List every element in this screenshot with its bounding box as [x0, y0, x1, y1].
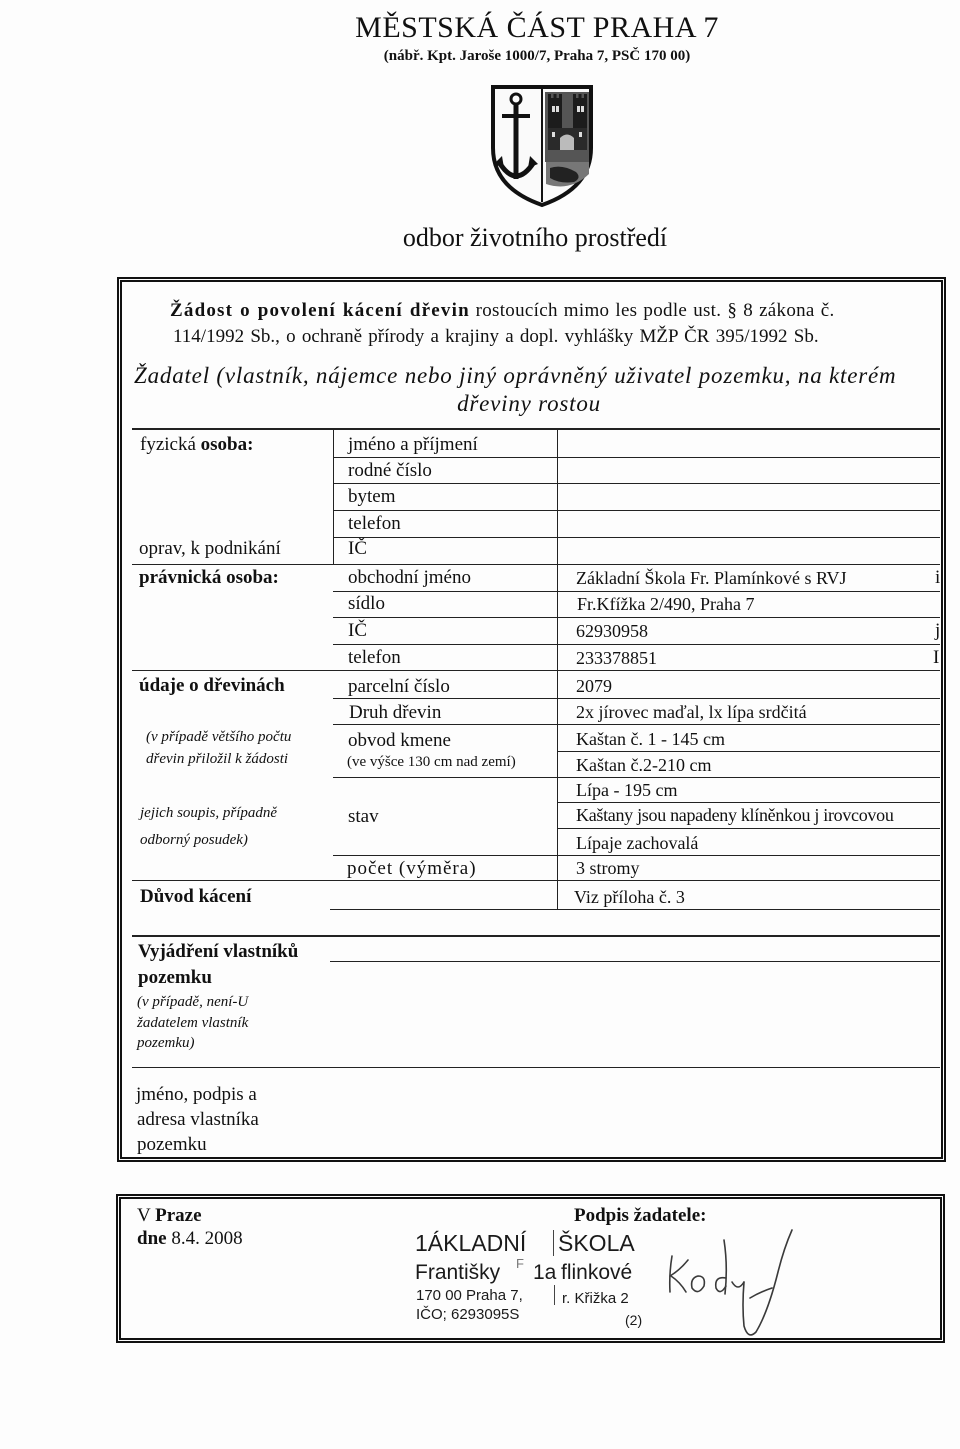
- field-value-ico: 62930958: [576, 621, 648, 641]
- natural-person-label-b: osoba:: [200, 434, 254, 455]
- rule-line: [333, 510, 940, 511]
- stamp-line2-a: Františky: [415, 1261, 501, 1284]
- natural-person-label-a: fyzická: [140, 434, 196, 455]
- edge-mark: j: [935, 620, 941, 641]
- stamp-line2-c: flinkové: [561, 1261, 633, 1284]
- rule-line: [333, 537, 940, 538]
- column-divider: [557, 428, 558, 910]
- field-label-parcel: parcelní číslo: [348, 676, 450, 697]
- stamp-line1-a: 1ÁKLADNÍ: [415, 1230, 527, 1256]
- field-label-ico: IČ: [348, 620, 367, 641]
- edge-mark: I: [933, 647, 940, 668]
- field-label-name: jméno a příjmení: [348, 434, 478, 455]
- stamp-line2-b: 1a: [533, 1261, 557, 1284]
- field-value-condition: Kaštany jsou napadeny klíněnkou j irovcovou: [576, 805, 894, 825]
- field-label-phone: telefon: [348, 647, 401, 668]
- rule-line: [132, 935, 940, 937]
- field-value-seat: Fr.Kfížka 2/490, Praha 7: [577, 594, 755, 614]
- rule-line: [132, 428, 940, 430]
- trees-note-line: dřevin přiložil k žádosti: [146, 751, 289, 767]
- form-title-line2: 114/1992 Sb., o ochraně přírody a krajiny a dopl. vyhlášky MŽP ČR 395/1992 Sb.: [173, 326, 819, 347]
- owner-note-line: žadatelem vlastník: [137, 1015, 249, 1031]
- date-line: [137, 1229, 243, 1248]
- field-value-condition: Lípaje zachovalá: [576, 833, 699, 853]
- stamp-line3-a: 170 00 Praha 7,: [416, 1287, 523, 1304]
- applicant-heading-line1: Žadatel (vlastník, nájemce nebo jiný oprávněný uživatel pozemku, na kterém: [134, 363, 897, 388]
- owner-signature-label-line: adresa vlastníka: [137, 1109, 259, 1130]
- field-sublabel-girth: (ve výšce 130 cm nad zemí): [347, 754, 516, 770]
- coat-of-arms-icon: [490, 84, 594, 208]
- date-value: 8.4. 2008: [171, 1228, 243, 1249]
- owner-label-line: pozemku: [138, 967, 212, 988]
- form-title-bold: Žádost o povolení kácení dřevin: [170, 300, 470, 321]
- rule-line: [557, 751, 940, 752]
- rule-line: [333, 644, 940, 645]
- field-label-phone: telefon: [348, 513, 401, 534]
- rule-line: [557, 802, 940, 803]
- trees-note-line: (v případě většího počtu: [146, 729, 292, 745]
- rule-line: [333, 457, 940, 458]
- field-label-girth: obvod kmene: [348, 730, 451, 751]
- field-label-company-name: obchodní jméno: [348, 567, 471, 588]
- natural-person-label-line2: oprav, k podnikání: [139, 538, 281, 559]
- stamp-border: [553, 1230, 554, 1256]
- field-label-species: Druh dřevin: [349, 702, 442, 723]
- owner-signature-label-line: jméno, podpis a: [136, 1084, 257, 1105]
- stamp-line3-b: r. Křižka 2: [562, 1290, 629, 1307]
- stamp-border: [554, 1285, 555, 1305]
- legal-person-label: právnická osoba:: [139, 567, 279, 588]
- owner-note-line: (v případě, není-U: [137, 994, 249, 1010]
- rule-line: [330, 909, 940, 910]
- stamp-line2-mark: F: [516, 1256, 524, 1271]
- place-prefix: V: [137, 1205, 151, 1226]
- column-divider: [333, 428, 334, 565]
- stamp-line4-a: IČO; 6293095S: [416, 1306, 520, 1323]
- rule-line: [333, 777, 940, 778]
- rule-line: [333, 855, 940, 856]
- date-label: dne: [137, 1228, 167, 1249]
- reason-label: Důvod kácení: [140, 886, 252, 907]
- rule-line: [330, 961, 940, 962]
- edge-mark: i: [935, 567, 941, 588]
- field-value-phone: 233378851: [576, 648, 657, 668]
- owner-label-line: Vyjádření vlastníků: [138, 941, 299, 962]
- reason-value: Viz příloha č. 3: [574, 887, 685, 907]
- rule-line: [333, 483, 940, 484]
- owner-signature-label-line: pozemku: [137, 1134, 207, 1155]
- field-value-company-name: Základní Škola Fr. Plamínkové s RVJ: [576, 568, 847, 588]
- field-value-girth: Kaštan č.2-210 cm: [576, 755, 712, 775]
- field-label-seat: sídlo: [348, 593, 385, 614]
- field-label-count: počet (výměra): [347, 858, 477, 879]
- rule-line: [132, 880, 940, 881]
- rule-line: [333, 724, 940, 725]
- stamp-line4-b: (2): [625, 1312, 643, 1328]
- field-value-girth: Kaštan č. 1 - 145 cm: [576, 729, 725, 749]
- form-title-rest: rostoucích mimo les podle ust. § 8 zákona č.: [475, 300, 835, 321]
- rule-line: [333, 617, 940, 618]
- rule-line: [132, 670, 940, 671]
- signature-frame: [116, 1194, 945, 1343]
- rule-line: [333, 698, 940, 699]
- field-value-count: 3 stromy: [576, 858, 640, 878]
- applicant-heading-line2: dřeviny rostou: [457, 391, 601, 416]
- field-label-ico: IČ: [348, 538, 367, 559]
- municipality-title: MĚSTSKÁ ČÁST PRAHA 7: [355, 11, 719, 44]
- rule-line: [333, 591, 940, 592]
- rule-line: [557, 828, 940, 829]
- department-name: odbor životního prostředí: [402, 223, 668, 252]
- owner-note-line: pozemku): [137, 1035, 195, 1051]
- stamp-line1-b: ŠKOLA: [558, 1230, 635, 1256]
- field-label-birth-number: rodné číslo: [348, 460, 432, 481]
- form-title-line1: [170, 301, 835, 320]
- field-value-species: 2x jírovec maďal, lx lípa srdčitá: [576, 702, 807, 722]
- field-label-residence: bytem: [348, 486, 396, 507]
- applicant-signature-label: Podpis žadatele:: [574, 1205, 707, 1226]
- trees-note-line: jejich soupis, případně: [140, 805, 278, 821]
- handwritten-signature-icon: [660, 1226, 800, 1342]
- rule-line: [132, 1067, 940, 1068]
- rule-line: [132, 564, 940, 565]
- natural-person-label: [140, 435, 253, 454]
- municipality-address: (nábř. Kpt. Jaroše 1000/7, Praha 7, PSČ 170 00): [383, 48, 691, 64]
- field-value-girth: Lípa - 195 cm: [576, 780, 678, 800]
- place-line: [137, 1206, 202, 1225]
- trees-label: údaje o dřevinách: [139, 675, 285, 696]
- field-label-condition: stav: [348, 806, 379, 827]
- field-value-parcel: 2079: [576, 676, 612, 696]
- trees-note-line: odborný posudek): [140, 832, 248, 848]
- place-name: Praze: [155, 1205, 202, 1226]
